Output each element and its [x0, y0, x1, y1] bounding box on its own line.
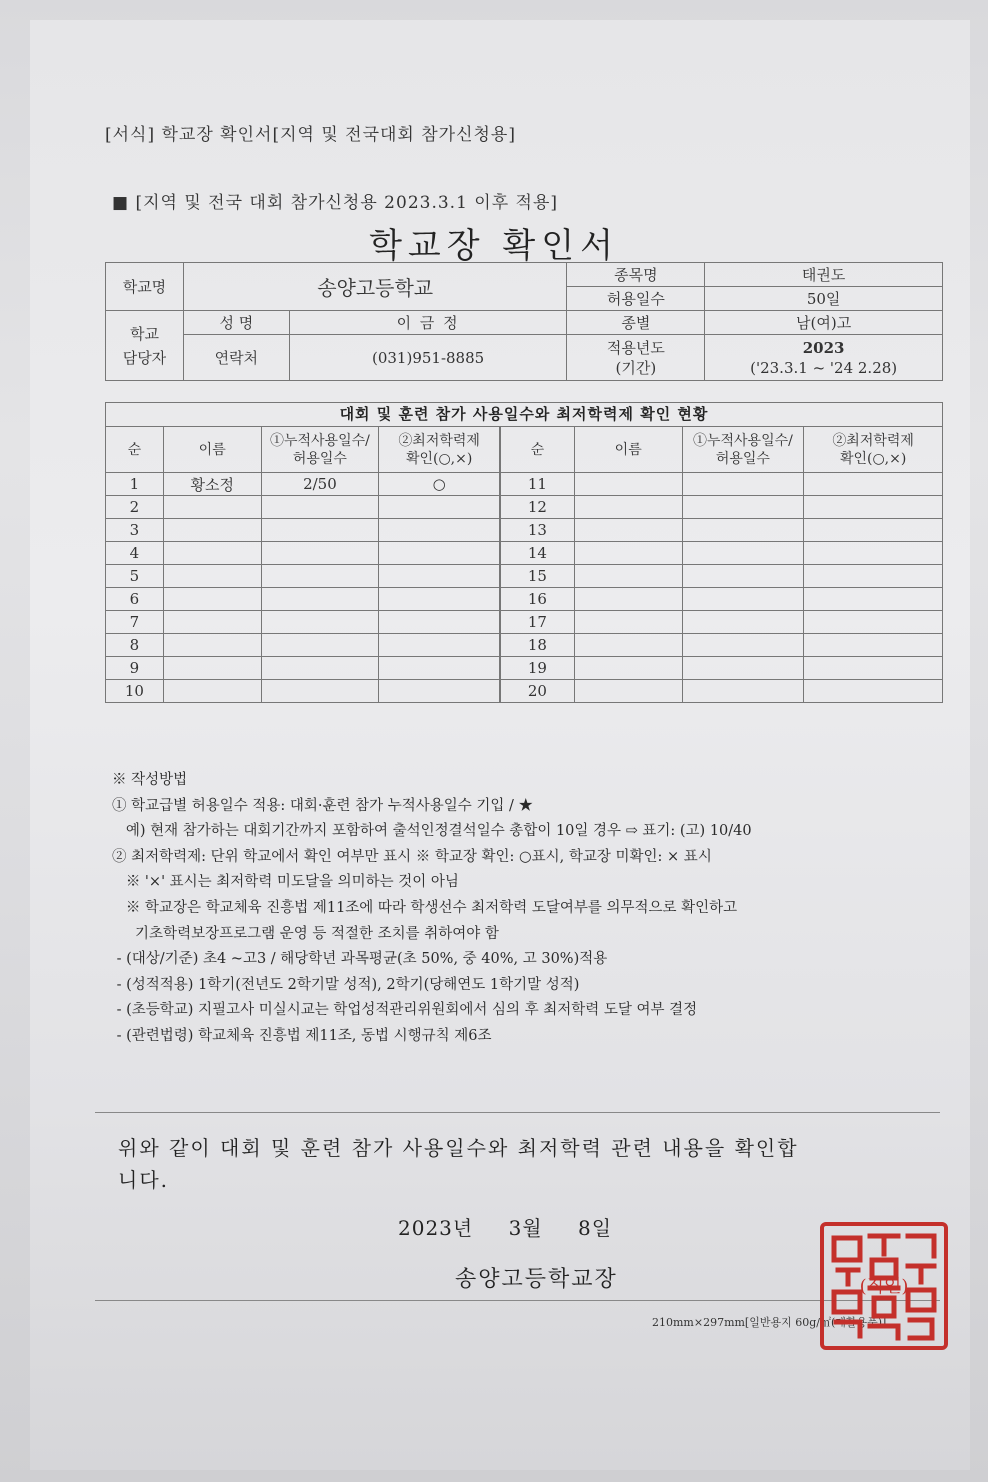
row-grade: ○	[379, 473, 500, 496]
row-days	[682, 542, 804, 565]
row-name	[574, 496, 682, 519]
row-days	[261, 611, 379, 634]
divider-top	[95, 1112, 940, 1113]
row-grade	[379, 680, 500, 703]
table-row	[501, 634, 943, 657]
signer-title: 송양고등학교장	[455, 1267, 618, 1292]
table-row	[501, 588, 943, 611]
confirmation-line-2: 니다.	[118, 1168, 169, 1192]
note-line: - (대상/기준) 초4 ~고3 / 해당학년 과목평균(초 50%, 중 40%, 고 30%)적용	[112, 951, 608, 968]
row-name	[574, 588, 682, 611]
row-days	[682, 565, 804, 588]
note-line: - (성적적용) 1학기(전년도 2학기말 성적), 2학기(당해연도 1학기말 성적)	[112, 976, 580, 993]
document-title: 학교장 확인서	[369, 226, 619, 266]
row-name	[574, 657, 682, 680]
row-grade	[804, 680, 943, 703]
row-days	[261, 588, 379, 611]
row-number: 6	[106, 588, 164, 611]
school-name-value: 송양고등학교	[183, 263, 567, 311]
paper-spec: 210mm×297mm[일반용지 60g/㎡(재활용품)]	[652, 1316, 887, 1329]
row-days	[261, 634, 379, 657]
table-row	[106, 519, 500, 542]
date-month: 3월	[508, 1216, 543, 1240]
row-grade	[804, 611, 943, 634]
table-row	[501, 565, 943, 588]
col-order-header: 순	[501, 427, 575, 473]
scope-line: ■ [지역 및 전국 대회 참가신청용 2023.3.1 이후 적용]	[112, 193, 559, 213]
staff-name-label: 성 명	[183, 311, 289, 335]
col-days-header: ①누적사용일수/ 허용일수	[261, 427, 379, 473]
row-name	[163, 680, 261, 703]
col-name-header: 이름	[574, 427, 682, 473]
col-grade-header: ②최저학력제 확인(○,×)	[804, 427, 943, 473]
table-row	[106, 496, 500, 519]
row-name	[163, 565, 261, 588]
row-grade	[379, 657, 500, 680]
roster-table-right	[500, 426, 943, 703]
allowed-days-value: 50일	[705, 287, 943, 311]
row-name	[574, 473, 682, 496]
seal-overlay-text: (직인)	[859, 1276, 909, 1297]
year-value: 2023	[802, 338, 845, 357]
note-line: ※ '×' 표시는 최저학력 미도달을 의미하는 것이 아님	[112, 874, 459, 891]
note-line: ② 최저학력제: 단위 학교에서 확인 여부만 표시 ※ 학교장 확인: ○표시, 학교장 미확인: × 표시	[112, 848, 712, 865]
official-seal-stamp	[820, 1222, 948, 1350]
row-name: 황소정	[163, 473, 261, 496]
row-number: 7	[106, 611, 164, 634]
row-grade	[804, 634, 943, 657]
row-grade	[804, 519, 943, 542]
date-day: 8일	[577, 1216, 613, 1240]
row-name	[163, 519, 261, 542]
row-number: 13	[501, 519, 575, 542]
row-grade	[379, 588, 500, 611]
issue-date	[398, 1212, 640, 1241]
confirmation-line-1: 위와 같이 대회 및 훈련 참가 사용일수와 최저학력 관련 내용을 확인합	[118, 1136, 799, 1160]
row-name	[163, 496, 261, 519]
table-row	[501, 657, 943, 680]
row-name	[574, 542, 682, 565]
row-number: 20	[501, 680, 575, 703]
row-days	[682, 680, 804, 703]
contact-value: (031)951-8885	[289, 335, 567, 381]
seal-glyph-icon	[824, 1226, 944, 1346]
row-days	[261, 565, 379, 588]
table-row	[501, 611, 943, 634]
row-number: 1	[106, 473, 164, 496]
row-grade	[379, 611, 500, 634]
table-row	[501, 519, 943, 542]
table-row	[106, 611, 500, 634]
row-days	[682, 634, 804, 657]
col-grade-header: ②최저학력제 확인(○,×)	[379, 427, 500, 473]
table-row	[501, 473, 943, 496]
divider-bottom	[95, 1300, 940, 1301]
table-row	[106, 634, 500, 657]
row-days	[682, 611, 804, 634]
col-order-header: 순	[106, 427, 164, 473]
row-days	[682, 496, 804, 519]
staff-name-value: 이 금 정	[289, 311, 567, 335]
row-name	[163, 588, 261, 611]
row-grade	[379, 565, 500, 588]
school-info-table	[105, 262, 943, 381]
row-number: 18	[501, 634, 575, 657]
period-value: ('23.3.1 ~ '24 2.28)	[750, 358, 898, 377]
row-number: 9	[106, 657, 164, 680]
row-number: 5	[106, 565, 164, 588]
date-year: 2023년	[398, 1216, 474, 1240]
contact-label: 연락처	[183, 335, 289, 381]
allowed-days-label: 허용일수	[567, 287, 705, 311]
confirmation-statement	[118, 1132, 799, 1196]
row-name	[163, 634, 261, 657]
row-number: 11	[501, 473, 575, 496]
type-label: 종별	[567, 311, 705, 335]
row-name	[574, 565, 682, 588]
row-days	[261, 496, 379, 519]
table-row	[106, 588, 500, 611]
table-row	[106, 680, 500, 703]
row-grade	[379, 496, 500, 519]
table-row	[106, 542, 500, 565]
row-days	[261, 519, 379, 542]
row-name	[574, 680, 682, 703]
row-days	[261, 657, 379, 680]
row-grade	[379, 542, 500, 565]
table-row	[106, 565, 500, 588]
row-days	[261, 680, 379, 703]
note-line: 예) 현재 참가하는 대회기간까지 포함하여 출석인정결석일수 총합이 10일 경우 ⇨ 표기: (고) 10/40	[112, 823, 752, 840]
school-name-label: 학교명	[106, 263, 184, 311]
note-line: ※ 학교장은 학교체육 진흥법 제11조에 따라 학생선수 최저학력 도달여부를 의무적으로 확인하고	[112, 899, 738, 916]
row-number: 12	[501, 496, 575, 519]
row-number: 17	[501, 611, 575, 634]
row-grade	[804, 588, 943, 611]
year-cell	[705, 335, 943, 381]
table-row	[501, 680, 943, 703]
row-number: 15	[501, 565, 575, 588]
staff-label: 학교 담당자	[106, 311, 184, 381]
row-number: 8	[106, 634, 164, 657]
row-days: 2/50	[261, 473, 379, 496]
row-days	[682, 657, 804, 680]
row-grade	[804, 542, 943, 565]
row-grade	[804, 496, 943, 519]
row-grade	[379, 634, 500, 657]
row-days	[682, 588, 804, 611]
instructions-notes	[112, 768, 752, 1050]
row-grade	[804, 565, 943, 588]
row-grade	[804, 473, 943, 496]
row-number: 2	[106, 496, 164, 519]
table-row	[501, 496, 943, 519]
col-name-header: 이름	[163, 427, 261, 473]
row-number: 16	[501, 588, 575, 611]
row-days	[261, 542, 379, 565]
table-row	[106, 657, 500, 680]
row-number: 10	[106, 680, 164, 703]
row-number: 19	[501, 657, 575, 680]
sport-label: 종목명	[567, 263, 705, 287]
roster-table-left	[105, 426, 500, 703]
row-name	[574, 519, 682, 542]
type-value: 남(여)고	[705, 311, 943, 335]
row-name	[163, 657, 261, 680]
row-days	[682, 519, 804, 542]
row-number: 4	[106, 542, 164, 565]
note-line: ※ 작성방법	[112, 772, 188, 788]
row-grade	[379, 519, 500, 542]
row-name	[574, 634, 682, 657]
sport-value: 태권도	[705, 263, 943, 287]
row-days	[682, 473, 804, 496]
year-label: 적용년도 (기간)	[567, 335, 705, 381]
note-line: ① 학교급별 허용일수 적용: 대회·훈련 참가 누적사용일수 기입 / ★	[112, 797, 534, 814]
row-number: 3	[106, 519, 164, 542]
note-line: - (초등학교) 지필고사 미실시교는 학업성적관리위원회에서 심의 후 최저학력 도달 여부 결정	[112, 1002, 698, 1019]
row-grade	[804, 657, 943, 680]
row-name	[163, 542, 261, 565]
row-name	[163, 611, 261, 634]
row-number: 14	[501, 542, 575, 565]
row-name	[574, 611, 682, 634]
col-days-header: ①누적사용일수/ 허용일수	[682, 427, 804, 473]
note-line: - (관련법령) 학교체육 진흥법 제11조, 동법 시행규칙 제6조	[112, 1027, 492, 1044]
note-line: 기초학력보장프로그램 운영 등 적절한 조치를 취하여야 함	[112, 925, 499, 942]
table-row	[501, 542, 943, 565]
roster-band-title: 대회 및 훈련 참가 사용일수와 최저학력제 확인 현황	[105, 402, 943, 426]
form-label-line: [서식] 학교장 확인서[지역 및 전국대회 참가신청용]	[105, 125, 516, 145]
table-row	[106, 473, 500, 496]
